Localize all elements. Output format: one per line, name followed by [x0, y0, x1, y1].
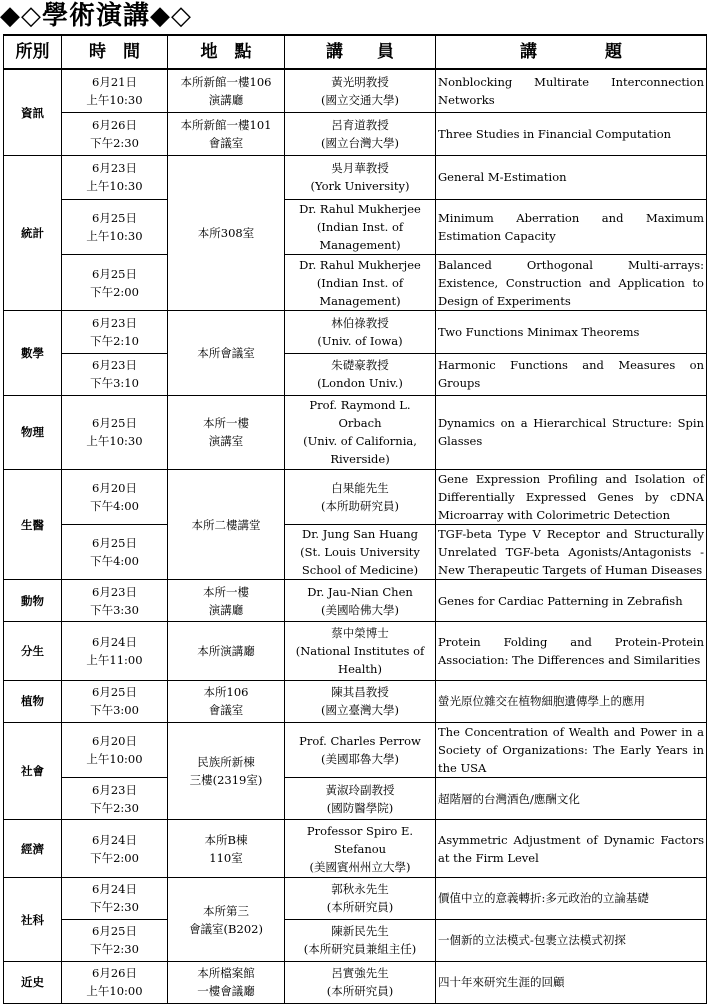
dept-cell: 經濟	[4, 820, 62, 878]
topic-cell: 四十年來研究生涯的回顧	[436, 961, 707, 1003]
table-row	[4, 820, 707, 878]
table-row	[4, 200, 707, 255]
table-row	[4, 395, 707, 469]
place-cell: 本所106 會議室	[168, 680, 285, 722]
table-row	[4, 353, 707, 395]
table-row	[4, 680, 707, 722]
table-row	[4, 722, 707, 777]
place-cell: 本所一樓 演講廳	[168, 580, 285, 622]
page-title: ◆◇學術演講◆◇	[0, 1, 192, 31]
place-cell: 本所一樓 演講室	[168, 395, 285, 469]
time-cell: 6月20日 上午10:00	[62, 722, 168, 777]
speaker-cell: Prof. Raymond L. Orbach (Univ. of California, Riverside)	[285, 395, 436, 469]
topic-cell: 一個新的立法模式-包裹立法模式初探	[436, 919, 707, 961]
dept-cell: 分生	[4, 622, 62, 680]
dept-cell: 資訊	[4, 69, 62, 155]
topic-cell: Three Studies in Financial Computation	[436, 112, 707, 155]
speaker-cell: Dr. Rahul Mukherjee (Indian Inst. of Management)	[285, 200, 436, 255]
speaker-cell: 郭秋永先生 (本所研究員)	[285, 878, 436, 919]
lecture-schedule-table	[3, 34, 707, 1004]
header-time: 時 間	[62, 35, 168, 69]
table-row	[4, 622, 707, 680]
topic-cell: 價值中立的意義轉折:多元政治的立論基礎	[436, 878, 707, 919]
speaker-cell: Dr. Jau-Nian Chen (美國哈佛大學)	[285, 580, 436, 622]
dept-cell: 物理	[4, 395, 62, 469]
table-row	[4, 311, 707, 353]
topic-cell: Genes for Cardiac Patterning in Zebrafish	[436, 580, 707, 622]
dept-cell: 統計	[4, 155, 62, 311]
time-cell: 6月23日 下午2:30	[62, 778, 168, 820]
speaker-cell: 林伯祿教授 (Univ. of Iowa)	[285, 311, 436, 353]
time-cell: 6月26日 下午2:30	[62, 112, 168, 155]
table-row	[4, 469, 707, 524]
topic-cell: TGF-beta Type V Receptor and Structurally Unrelated TGF-beta Agonists/Antagonists - New Therapeutic Targets of Human Diseases	[436, 525, 707, 580]
speaker-cell: 白果能先生 (本所助研究員)	[285, 469, 436, 524]
dept-cell: 動物	[4, 580, 62, 622]
table-row	[4, 778, 707, 820]
time-cell: 6月23日 上午10:30	[62, 155, 168, 199]
table-row	[4, 580, 707, 622]
table-row	[4, 919, 707, 961]
topic-cell: Nonblocking Multirate Interconnection Networks	[436, 69, 707, 112]
place-cell: 民族所新棟 三樓(2319室)	[168, 722, 285, 819]
speaker-cell: 黃光明教授 (國立交通大學)	[285, 69, 436, 112]
speaker-cell: Dr. Rahul Mukherjee (Indian Inst. of Management)	[285, 255, 436, 311]
header-speaker: 講 員	[285, 35, 436, 69]
table-row	[4, 112, 707, 155]
header-row	[4, 35, 707, 69]
topic-cell: Dynamics on a Hierarchical Structure: Spin Glasses	[436, 395, 707, 469]
time-cell: 6月20日 下午4:00	[62, 469, 168, 524]
table-row	[4, 155, 707, 199]
topic-cell: Balanced Orthogonal Multi-arrays: Existence, Construction and Application to Design of Experiments	[436, 255, 707, 311]
dept-cell: 近史	[4, 961, 62, 1003]
place-cell: 本所新館一樓106 演講廳	[168, 69, 285, 112]
table-row	[4, 878, 707, 919]
time-cell: 6月24日 上午11:00	[62, 622, 168, 680]
dept-cell: 數學	[4, 311, 62, 395]
speaker-cell: 呂育道教授 (國立台灣大學)	[285, 112, 436, 155]
speaker-cell: 黃淑玲副教授 (國防醫學院)	[285, 778, 436, 820]
table-row	[4, 69, 707, 112]
topic-cell: General M-Estimation	[436, 155, 707, 199]
dept-cell: 社科	[4, 878, 62, 961]
header-topic: 講 題	[436, 35, 707, 69]
header-place: 地 點	[168, 35, 285, 69]
place-cell: 本所308室	[168, 155, 285, 311]
speaker-cell: 吳月華教授 (York University)	[285, 155, 436, 199]
place-cell: 本所新館一樓101 會議室	[168, 112, 285, 155]
time-cell: 6月24日 下午2:30	[62, 878, 168, 919]
time-cell: 6月23日 下午2:10	[62, 311, 168, 353]
place-cell: 本所第三 會議室(B202)	[168, 878, 285, 961]
speaker-cell: 陳新民先生 (本所研究員兼組主任)	[285, 919, 436, 961]
dept-cell: 植物	[4, 680, 62, 722]
speaker-cell: Prof. Charles Perrow (美國耶魯大學)	[285, 722, 436, 777]
dept-cell: 生醫	[4, 469, 62, 579]
header-dept: 所別	[4, 35, 62, 69]
topic-cell: The Concentration of Wealth and Power in a Society of Organizations: The Early Years in the USA	[436, 722, 707, 777]
time-cell: 6月24日 下午2:00	[62, 820, 168, 878]
table-row	[4, 961, 707, 1003]
place-cell: 本所B棟 110室	[168, 820, 285, 878]
topic-cell: Minimum Aberration and Maximum Estimation Capacity	[436, 200, 707, 255]
dept-cell: 社會	[4, 722, 62, 819]
table-row	[4, 255, 707, 311]
time-cell: 6月21日 上午10:30	[62, 69, 168, 112]
speaker-cell: 陳其昌教授 (國立臺灣大學)	[285, 680, 436, 722]
place-cell: 本所演講廳	[168, 622, 285, 680]
topic-cell: 螢光原位雜交在植物細胞遺傳學上的應用	[436, 680, 707, 722]
time-cell: 6月25日 下午4:00	[62, 525, 168, 580]
place-cell: 本所檔案館 一樓會議廳	[168, 961, 285, 1003]
time-cell: 6月25日 上午10:30	[62, 395, 168, 469]
place-cell: 本所會議室	[168, 311, 285, 395]
topic-cell: Harmonic Functions and Measures on Groups	[436, 353, 707, 395]
time-cell: 6月25日 上午10:30	[62, 200, 168, 255]
topic-cell: Two Functions Minimax Theorems	[436, 311, 707, 353]
speaker-cell: 朱礎豪教授 (London Univ.)	[285, 353, 436, 395]
time-cell: 6月25日 下午3:00	[62, 680, 168, 722]
time-cell: 6月26日 上午10:00	[62, 961, 168, 1003]
topic-cell: Asymmetric Adjustment of Dynamic Factors at the Firm Level	[436, 820, 707, 878]
time-cell: 6月25日 下午2:30	[62, 919, 168, 961]
table-row	[4, 525, 707, 580]
speaker-cell: 呂實強先生 (本所研究員)	[285, 961, 436, 1003]
place-cell: 本所二樓講堂	[168, 469, 285, 579]
speaker-cell: Professor Spiro E. Stefanou (美國賓州州立大學)	[285, 820, 436, 878]
speaker-cell: Dr. Jung San Huang (St. Louis University School of Medicine)	[285, 525, 436, 580]
time-cell: 6月25日 下午2:00	[62, 255, 168, 311]
topic-cell: 超階層的台灣酒色/應酬文化	[436, 778, 707, 820]
time-cell: 6月23日 下午3:30	[62, 580, 168, 622]
time-cell: 6月23日 下午3:10	[62, 353, 168, 395]
speaker-cell: 蔡中榮博士 (National Institutes of Health)	[285, 622, 436, 680]
topic-cell: Gene Expression Profiling and Isolation of Differentially Expressed Genes by cDNA Microarray with Colorimetric Detection	[436, 469, 707, 524]
topic-cell: Protein Folding and Protein-Protein Association: The Differences and Similarities	[436, 622, 707, 680]
